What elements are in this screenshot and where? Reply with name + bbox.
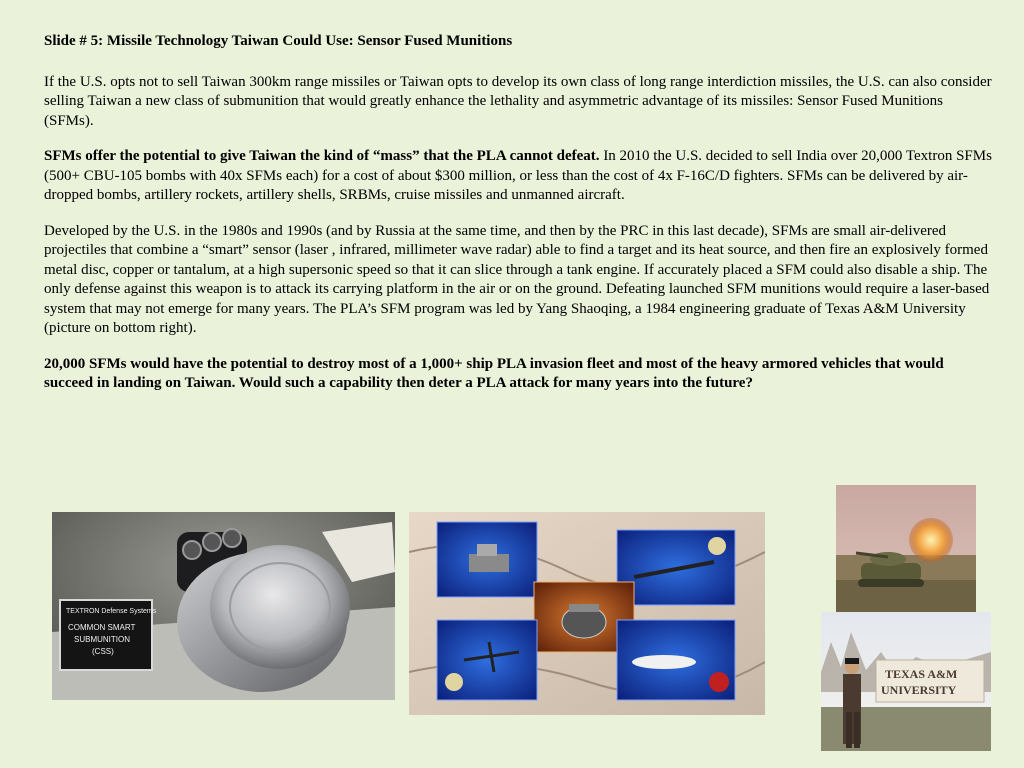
texas-am-photo (821, 612, 991, 751)
paragraph-conclusion: 20,000 SFMs would have the potential to destroy most of a 1,000+ ship PLA invasion fleet and most of the heavy armored vehicles that would succeed in landing on Taiwan. Would such a capability then deter a PLA attack for many years into the future? (44, 355, 944, 391)
sign-line1: TEXAS A&M (885, 667, 958, 681)
slide-text (44, 32, 994, 410)
delivery-platforms-photo (409, 512, 765, 715)
slide-title: Slide # 5: Missile Technology Taiwan Could Use: Sensor Fused Munitions (44, 33, 513, 49)
paragraph-mass (44, 147, 994, 206)
css-plate-line4: (CSS) (92, 647, 114, 656)
paragraph-mass-lead: SFMs offer the potential to give Taiwan the kind of “mass” that the PLA cannot defeat. (44, 148, 600, 164)
submunition-photo (52, 512, 395, 700)
css-plate-line1: TEXTRON Defense Systems (66, 608, 157, 615)
paragraph-mass-body: In 2010 the U.S. decided to sell India over 20,000 Textron SFMs (500+ CBU-105 bombs with 40x SFMs each) for a cost of about $300 million, or less than the cost of 4x F-16C/D fighters. SFMs can be delivered by air-dropped bombs, artillery rockets, artillery shells, SRBMs, cruise missiles and unmanned aircraft. (44, 148, 992, 203)
tank-strike-photo (836, 485, 976, 612)
paragraph-development: Developed by the U.S. in the 1980s and 1990s (and by Russia at the same time, and then by the PRC in this last decade), SFMs are small air-delivered projectiles that combine a “smart” sensor (laser , infrared, millimeter wave radar) able to find a target and its heat source, and then fire an explosively formed metal disc, copper or tantalum, at a high supersonic speed so that it can slice through a tank engine. If accurately placed a SFM could also disable a ship. The only defense against this weapon is to attack its carrying platform in the air or on the ground. Defeating launched SFM munitions would require a laser-based system that may not emerge for many years. The PLA’s SFM program was led by Yang Shaoqing, a 1984 engineering graduate of Texas A&M University (picture on bottom right). (44, 222, 990, 336)
css-plate-line2: COMMON SMART (68, 623, 136, 632)
paragraph-intro: If the U.S. opts not to sell Taiwan 300km range missiles or Taiwan opts to develop its own class of long range interdiction missiles, the U.S. can also consider selling Taiwan a new class of submunition that would greatly enhance the lethality and asymmetric advantage of its missiles: Sensor Fused Munitions (SFMs). (44, 73, 992, 129)
sign-line2: UNIVERSITY (881, 683, 957, 697)
css-plate-line3: SUBMUNITION (74, 635, 130, 644)
